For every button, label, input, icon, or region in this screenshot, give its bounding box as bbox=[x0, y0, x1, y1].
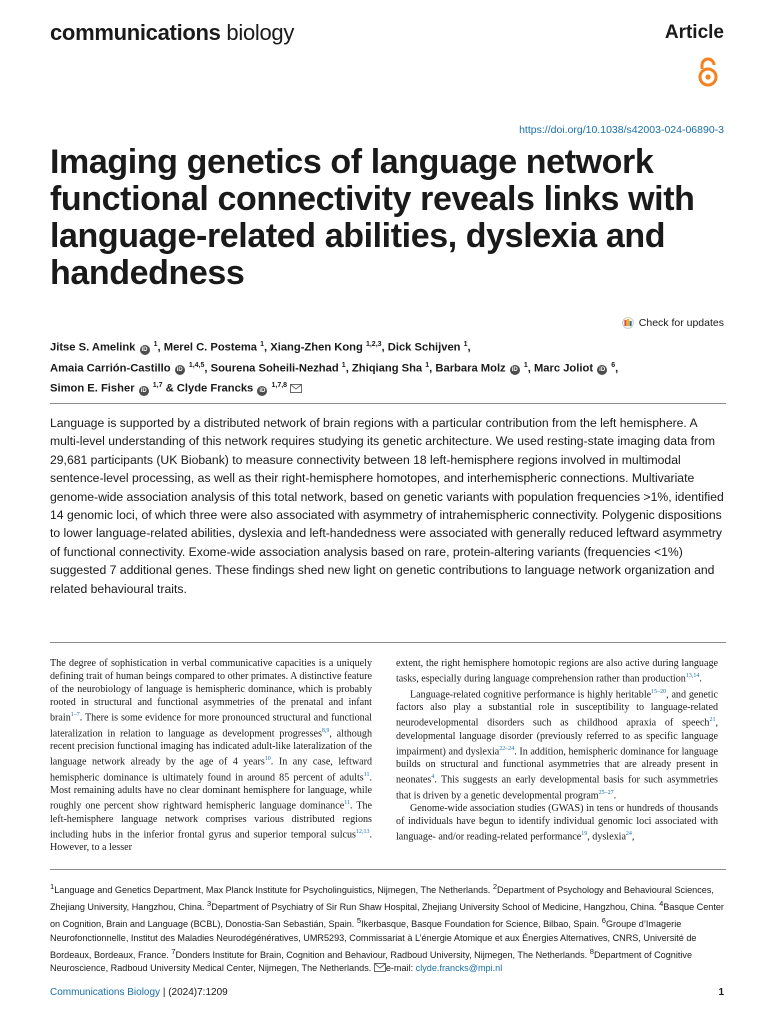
citation-ref[interactable]: 22–24 bbox=[499, 745, 515, 752]
author-affiliation: 1,2,3 bbox=[365, 341, 382, 348]
author-affiliation: 6 bbox=[611, 361, 616, 369]
affiliation-text: Groupe d’Imagerie Neurofonctionnelle, Institut des Maladies Neurodégénératives, UMR5293, Commissariat à L’énergie Atomique et aux Énergies Alternatives, CNRS, Université de Bordeaux, Bordeaux, France. bbox=[50, 919, 697, 960]
doi-link[interactable]: https://doi.org/10.1038/s42003-024-06890-3 bbox=[519, 124, 724, 136]
citation-ref[interactable]: 24 bbox=[625, 831, 632, 838]
author-affiliation: 1 bbox=[463, 341, 468, 348]
body-paragraph: extent, the right hemisphere homotopic regions are also active during language tasks, especially during language comprehension rather than production$^{13,14}$. bbox=[396, 658, 718, 685]
email-label: e-mail: bbox=[385, 963, 416, 974]
citation-ref[interactable]: 10 bbox=[264, 756, 271, 763]
page-number: 1 bbox=[718, 987, 724, 998]
author-affiliation: 1 bbox=[523, 361, 528, 369]
affiliation-text: Donders Institute for Brain, Cognition and Behaviour, Radboud University, Nijmegen, The Netherlands. bbox=[175, 949, 590, 960]
author-name[interactable]: Jitse S. Amelink bbox=[50, 341, 136, 354]
body-column-right bbox=[396, 657, 718, 844]
abstract-top-divider bbox=[50, 403, 726, 404]
author-name[interactable]: Sourena Soheili-Nezhad bbox=[210, 362, 339, 375]
check-updates-label: Check for updates bbox=[638, 317, 724, 329]
orcid-icon[interactable]: iD bbox=[599, 367, 606, 374]
affiliation-text: Ikerbasque, Basque Foundation for Science, Bilbao, Spain. bbox=[361, 919, 602, 930]
article-title: Imaging genetics of language network functional connectivity reveals links with language-related abilities, dyslexia and handedness bbox=[50, 143, 695, 292]
affiliation-number: 5 bbox=[356, 916, 362, 926]
author-affiliation: 1 bbox=[153, 341, 158, 348]
author-name[interactable]: Dick Schijven bbox=[387, 341, 461, 354]
author-name[interactable]: Clyde Francks bbox=[176, 383, 254, 396]
check-updates-icon bbox=[622, 317, 634, 329]
citation-ref[interactable]: 12,13 bbox=[355, 828, 370, 835]
affiliation-number: 6 bbox=[601, 916, 606, 926]
journal-name-bold: communications bbox=[50, 20, 221, 45]
author-name[interactable]: Merel C. Postema bbox=[163, 341, 258, 354]
citation-ref[interactable]: 25–27 bbox=[598, 789, 614, 796]
body-column-left bbox=[50, 657, 372, 854]
affiliations-footnote bbox=[50, 880, 726, 975]
article-type-label: Article bbox=[664, 22, 724, 43]
affiliation-text: Language and Genetics Department, Max Planck Institute for Psycholinguistics, Nijmegen, The Netherlands. bbox=[54, 885, 493, 896]
body-paragraph: Genome-wide association studies (GWAS) in tens or hundreds of thousands of individuals have begun to identify individual genomic loci associated with language- and/or reading-related performance$^{19}$, dyslexia$^{24}$, bbox=[396, 803, 718, 843]
check-updates-link[interactable] bbox=[622, 317, 724, 329]
abstract-bottom-divider bbox=[50, 642, 726, 643]
envelope-icon[interactable] bbox=[290, 384, 302, 393]
footer-volume: | (2024)7:1209 bbox=[160, 987, 228, 998]
abstract: Language is supported by a distributed network of brain regions with a particular contribution from the left hemisphere. A multi-level understanding of this network requires studying its genetic architecture. We used resting-state imaging data from 29,681 participants (UK Biobank) to measure connectivity between 18 left-hemisphere regions involved in multimodal sentence-level processing, as well as their right-hemisphere homotopes, and interhemispheric connections. Multivariate genome-wide association analysis of this total network, based on genetic variants with population frequencies >1%, identified 14 genomic loci, of which three were also associated with asymmetry of intrahemispheric connectivity. Polygenic dispositions to lower language-related abilities, dyslexia and left-handedness were associated with generally reduced leftward asymmetry of functional connectivity. Exome-wide association analysis based on rare, protein-altering variants (frequencies <1%) suggested 7 additional genes. These findings shed new light on genetic contributions to language network organization and related behavioural traits. bbox=[50, 416, 724, 596]
author-name[interactable]: Xiang-Zhen Kong bbox=[270, 341, 363, 354]
affiliation-text: Department of Cognitive Neuroscience, Radboud University Medical Center, Nijmegen, The Netherlands. bbox=[50, 949, 692, 974]
author-name[interactable]: Amaia Carrión-Castillo bbox=[50, 362, 171, 375]
orcid-icon[interactable]: iD bbox=[511, 367, 518, 374]
footer-journal-link[interactable]: Communications Biology bbox=[50, 987, 161, 998]
orcid-icon[interactable]: iD bbox=[141, 346, 148, 353]
affiliation-number: 4 bbox=[659, 899, 664, 909]
affiliation-number: 8 bbox=[589, 946, 594, 956]
citation-ref[interactable]: 11 bbox=[344, 800, 350, 807]
footnote-divider bbox=[50, 869, 726, 870]
affiliation-number: 7 bbox=[171, 946, 176, 956]
author-name[interactable]: Simon E. Fisher bbox=[50, 383, 135, 396]
journal-brand bbox=[50, 20, 294, 46]
author-affiliation: 1 bbox=[341, 361, 346, 369]
citation-ref[interactable]: 8,9 bbox=[321, 727, 330, 734]
affiliation-text: Department of Psychiatry of Sir Run Shaw Hospital, Zhejiang University School of Medicine, Hangzhou, China. bbox=[211, 902, 660, 913]
orcid-icon[interactable]: iD bbox=[176, 367, 183, 374]
author-name[interactable]: Zhiqiang Sha bbox=[351, 362, 423, 375]
email-link[interactable]: clyde.francks@mpi.nl bbox=[415, 963, 503, 974]
citation-ref[interactable]: 13,14 bbox=[685, 673, 700, 680]
open-access-icon[interactable] bbox=[696, 56, 720, 88]
citation-ref[interactable]: 19 bbox=[581, 831, 588, 838]
author-affiliation: 1,7,8 bbox=[271, 382, 288, 390]
affiliation-text: Department of Psychology and Behavioural Sciences, Zhejiang University, Hangzhou, China. bbox=[50, 885, 714, 913]
citation-ref[interactable]: 1–7 bbox=[70, 712, 80, 719]
orcid-icon[interactable]: iD bbox=[140, 388, 147, 395]
affiliation-number: 1 bbox=[50, 882, 55, 891]
journal-name-light: biology bbox=[220, 20, 295, 45]
citation-ref[interactable]: 11 bbox=[363, 771, 370, 778]
author-name[interactable]: Barbara Molz bbox=[435, 362, 506, 375]
envelope-icon bbox=[374, 963, 386, 972]
author-name[interactable]: Marc Joliot bbox=[533, 362, 594, 375]
citation-ref[interactable]: 21 bbox=[709, 717, 716, 724]
citation-ref[interactable]: 4 bbox=[431, 774, 435, 781]
body-paragraph: The degree of sophistication in verbal communicative capacities is a uniquely defining trait of human beings compared to other primates. A distinctive feature of the neurobiology of language is hemispheric dominance, which is probably rooted in structural and functional asymmetries of the prenatal and infant brain$^{1-7}$. There is some evidence for more pronounced structural and functional lateralization in relation to language as development progresses$^{8,9}$, although recent precision functional imaging has indicated adult-like lateralization of the language network already by the age of 4 years$^{10}$. In any case, leftward hemispheric dominance is ultimately found in around 85 percent of adults$^{11}$. Most remaining adults have no clear dominant hemisphere for language, while roughly one percent show rightward hemispheric language dominance$^{11}$. The left-hemisphere language network comprises various distributed regions including hubs in the inferior frontal gyrus and superior temporal sulcus$^{12,13}$. However, to a lesser bbox=[50, 658, 373, 854]
body-paragraph: Language-related cognitive performance is highly heritable$^{15-20}$, and genetic factors also play a substantial role in susceptibility to language-related neurodevelopmental disorders such as childhood apraxia of speech$^{21}$, developmental language disorder (previously referred to as specific language impairment) and dyslexia$^{22-24}$. In addition, hemispheric dominance for language builds on structural and functional asymmetries that are already present in neonates$^4$. This suggests an early developmental basis for such asymmetries that is driven by a genetic developmental program$^{25-27}$. bbox=[396, 688, 718, 801]
author-affiliation: 1 bbox=[260, 341, 265, 348]
citation-ref[interactable]: 15–20 bbox=[651, 688, 667, 695]
author-affiliation: 1,7 bbox=[152, 382, 163, 390]
author-list: Jitse S. Amelink iD $^1$, Merel C. Postema $^1$, Xiang-Zhen Kong $^{1,2,3}$, Dick Schijven $^1$, Amaia Carrión-Castillo iD $^{1,4,5}$, Sourena Soheili-Nezhad $^1$, Zhiqiang Sha $^1$, Barbara Molz iD $^1$, Marc Joliot iD $^6$, Simon E. Fisher iD $^{1,7}$ & Clyde Francks iD $^{1,7,8}$ bbox=[50, 341, 619, 396]
author-affiliation: 1,4,5 bbox=[188, 361, 205, 369]
author-affiliation: 1 bbox=[425, 361, 430, 369]
affiliation-text: Basque Center on Cognition, Brain and Language (BCBL), Donostia-San Sebastián, Spain. bbox=[50, 902, 724, 930]
footer-citation bbox=[50, 987, 228, 998]
affiliation-number: 3 bbox=[207, 899, 212, 909]
affiliation-number: 2 bbox=[492, 882, 498, 891]
orcid-icon[interactable]: iD bbox=[259, 388, 266, 395]
